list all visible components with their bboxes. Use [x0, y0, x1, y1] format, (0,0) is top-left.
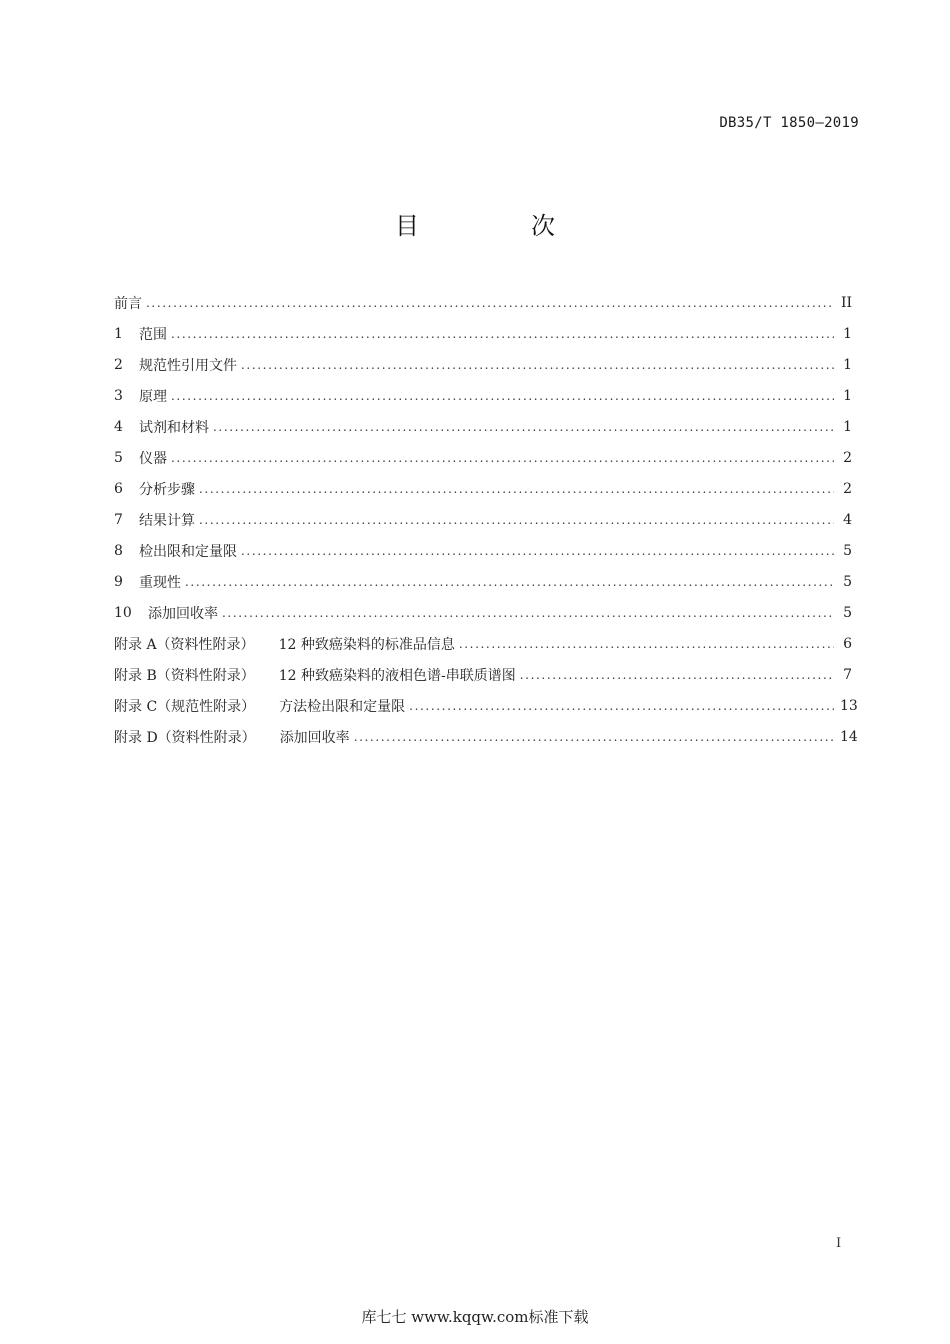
toc-entry-2[interactable] [114, 349, 852, 380]
toc-appendix-label: 附录 D（资料性附录） [114, 729, 256, 746]
toc-leader-dots [459, 637, 834, 651]
toc-entry-5[interactable] [114, 442, 852, 473]
toc-entry-number: 1 [114, 325, 123, 342]
toc-leader-dots [354, 730, 834, 744]
toc-entry-appendix-a[interactable] [114, 628, 852, 659]
toc-entry-page: 1 [843, 356, 852, 373]
toc-leader-dots [213, 420, 834, 434]
standard-code: DB35/T 1850—2019 [719, 115, 859, 131]
toc-entry-page: 2 [843, 480, 852, 497]
toc-entry-page: II [840, 294, 852, 311]
toc-entry-page: 5 [843, 573, 852, 590]
toc-entry-number: 5 [114, 449, 123, 466]
toc-leader-dots [520, 668, 834, 682]
toc-leader-dots [185, 575, 834, 589]
toc-entry-title: 结果计算 [139, 512, 195, 529]
toc-leader-dots [171, 327, 834, 341]
toc-entry-number: 2 [114, 356, 123, 373]
toc-entry-page: 1 [843, 325, 852, 342]
toc-leader-dots [241, 358, 834, 372]
toc-entry-page: 14 [840, 728, 858, 745]
table-of-contents [114, 287, 858, 752]
toc-entry-page: 13 [840, 697, 858, 714]
toc-leader-dots [199, 482, 834, 496]
page-title: 目 次 [395, 212, 599, 240]
toc-entry-number: 3 [114, 387, 123, 404]
toc-entry-page: 1 [843, 418, 852, 435]
toc-entry-page: 4 [843, 511, 852, 528]
toc-entry-number: 9 [114, 573, 123, 590]
toc-entry-page: 2 [843, 449, 852, 466]
toc-entry-title: 重现性 [139, 574, 181, 591]
toc-entry-6[interactable] [114, 473, 852, 504]
toc-entry-title: 添加回收率 [279, 729, 350, 746]
toc-entry-page: 1 [843, 387, 852, 404]
toc-appendix-label: 附录 A（资料性附录） [114, 636, 255, 653]
toc-entry-number: 4 [114, 418, 123, 435]
toc-entry-10[interactable] [114, 597, 852, 628]
toc-entry-page: 5 [843, 542, 852, 559]
toc-entry-number: 6 [114, 480, 123, 497]
footer-watermark: 库七七 www.kqqw.com标准下载 [361, 1308, 589, 1326]
toc-appendix-label: 附录 C（规范性附录） [114, 698, 256, 715]
toc-entry-appendix-d[interactable] [114, 721, 858, 752]
page-number: I [836, 1236, 842, 1251]
toc-entry-number: 8 [114, 542, 123, 559]
toc-entry-title: 12 种致癌染料的液相色谱-串联质谱图 [278, 667, 516, 684]
toc-entry-8[interactable] [114, 535, 852, 566]
toc-entry-appendix-b[interactable] [114, 659, 852, 690]
toc-entry-9[interactable] [114, 566, 852, 597]
toc-entry-title: 范围 [139, 326, 167, 343]
toc-entry-7[interactable] [114, 504, 852, 535]
toc-entry-page: 6 [843, 635, 852, 652]
toc-entry-title: 12 种致癌染料的标准品信息 [278, 636, 455, 653]
toc-entry-4[interactable] [114, 411, 852, 442]
toc-entry-title: 添加回收率 [148, 605, 218, 622]
toc-leader-dots [146, 296, 834, 310]
toc-entry-3[interactable] [114, 380, 852, 411]
toc-entry-title: 仪器 [139, 450, 167, 467]
toc-entry-title: 前言 [114, 295, 142, 312]
toc-entry-number: 10 [114, 604, 132, 621]
toc-entry-title: 原理 [139, 388, 167, 405]
toc-entry-page: 7 [843, 666, 852, 683]
toc-entry-title: 试剂和材料 [139, 419, 209, 436]
toc-leader-dots [222, 606, 834, 620]
toc-entry-title: 分析步骤 [139, 481, 195, 498]
toc-leader-dots [409, 699, 834, 713]
toc-leader-dots [171, 389, 834, 403]
toc-entry-title: 方法检出限和定量限 [279, 698, 406, 715]
toc-entry-1[interactable] [114, 318, 852, 349]
toc-entry-title: 规范性引用文件 [139, 357, 237, 374]
toc-entry-foreword[interactable] [114, 287, 852, 318]
toc-entry-appendix-c[interactable] [114, 690, 858, 721]
toc-entry-page: 5 [843, 604, 852, 621]
toc-leader-dots [199, 513, 834, 527]
toc-entry-title: 检出限和定量限 [139, 543, 237, 560]
toc-leader-dots [171, 451, 834, 465]
toc-leader-dots [241, 544, 834, 558]
toc-entry-number: 7 [114, 511, 123, 528]
toc-appendix-label: 附录 B（资料性附录） [114, 667, 255, 684]
